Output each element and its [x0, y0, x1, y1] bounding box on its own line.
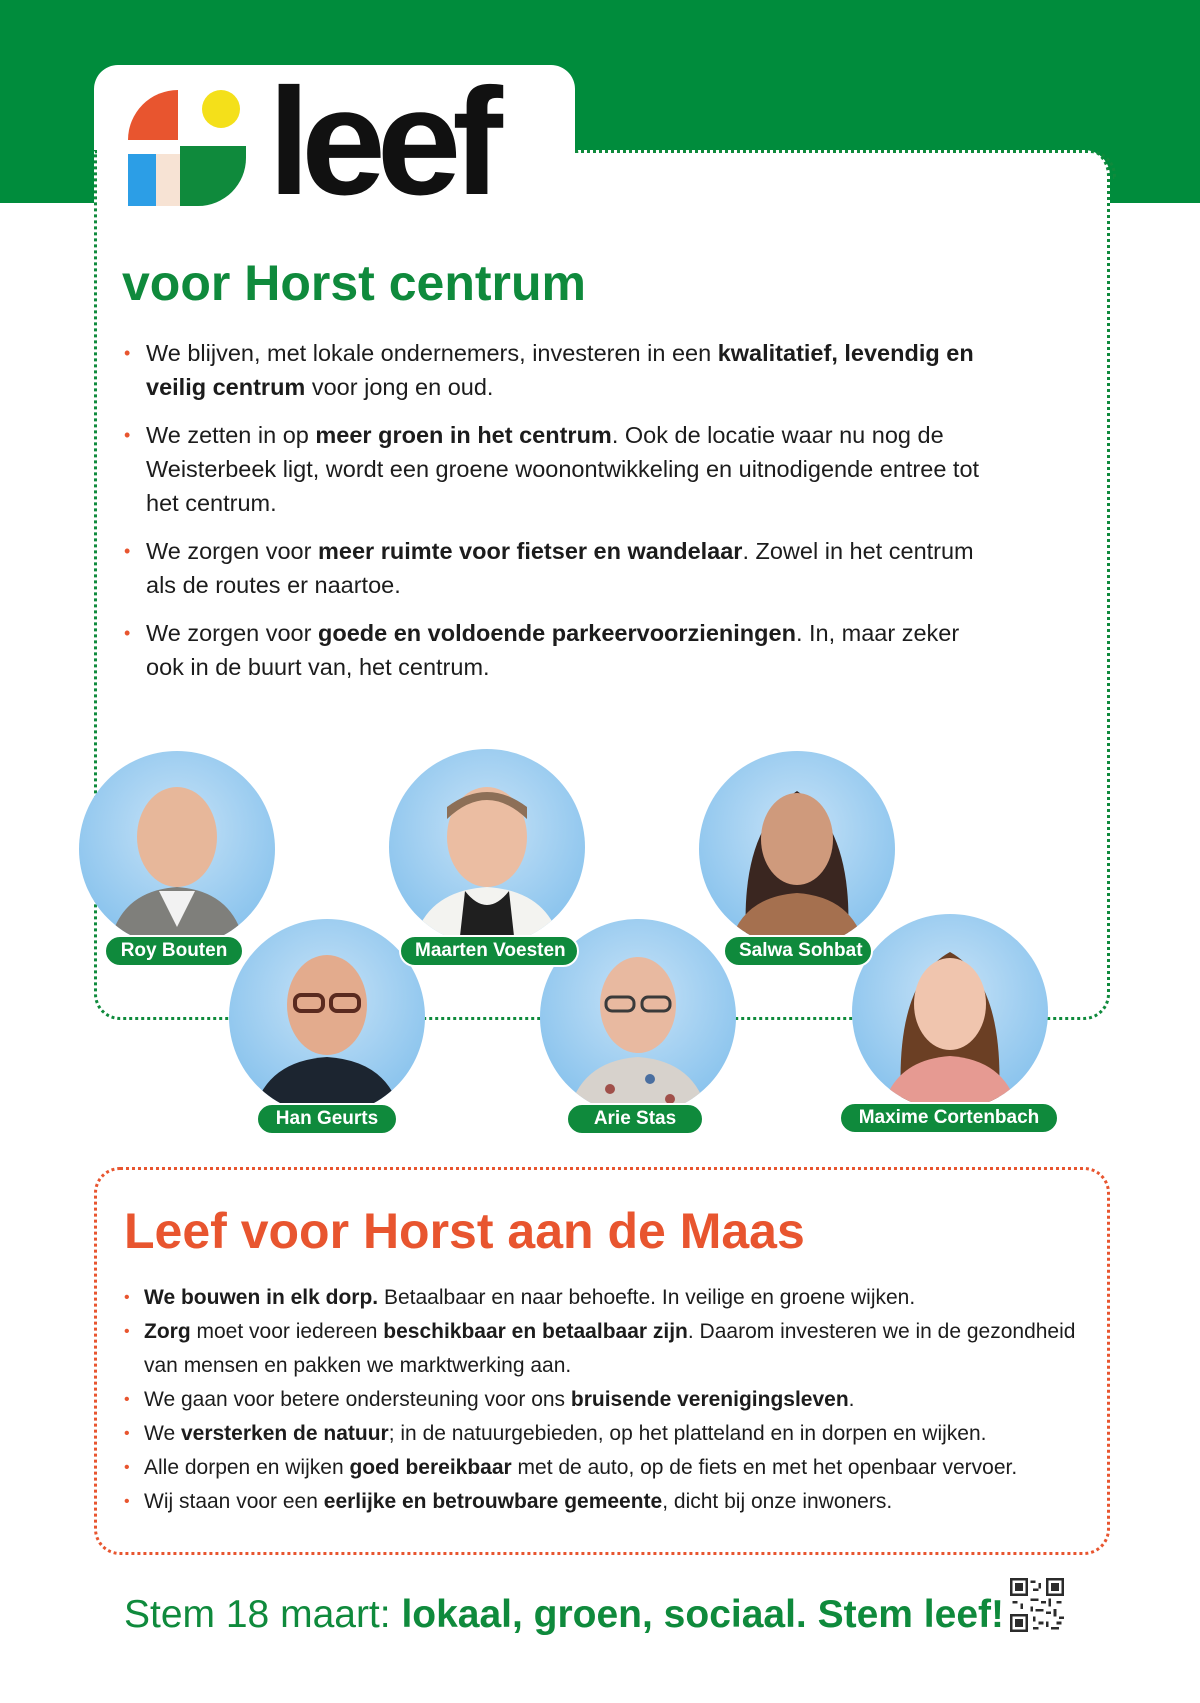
- bullet-item: • We bouwen in elk dorp. Betaalbaar en naar behoefte. In veilige en groene wijken.: [124, 1281, 1100, 1315]
- brand-wordmark: leef: [268, 57, 494, 227]
- bullet-item: • Wij staan voor een eerlijke en betrouwbare gemeente, dicht bij onze inwoners.: [124, 1485, 1100, 1519]
- bullet-item: • We zorgen voor goede en voldoende parkeervoorzieningen. In, maar zeker ook in de buurt van, het centrum.: [124, 616, 984, 684]
- leef-logo-icon: [128, 88, 246, 206]
- bullet-item: • We zetten in op meer groen in het centrum. Ook de locatie waar nu nog de Weisterbeek ligt, wordt een groene woonontwikkeling en uitnodigende entree tot het centrum.: [124, 418, 984, 520]
- candidate-photo: [852, 914, 1048, 1110]
- section-title: voor Horst centrum: [122, 255, 586, 311]
- candidate-name-pill: Roy Bouten: [104, 935, 244, 967]
- bullet-item: • We blijven, met lokale ondernemers, investeren in een kwalitatief, levendig en veilig centrum voor jong en oud.: [124, 336, 984, 404]
- centrum-bullet-list: [124, 336, 984, 698]
- municipality-title: Leef voor Horst aan de Maas: [124, 1203, 805, 1259]
- bullet-item: • We versterken de natuur; in de natuurgebieden, op het platteland en in dorpen en wijken.: [124, 1417, 1100, 1451]
- bullet-item: • We gaan voor betere ondersteuning voor ons bruisende verenigingsleven.: [124, 1383, 1100, 1417]
- bullet-item: • We zorgen voor meer ruimte voor fietser en wandelaar. Zowel in het centrum als de routes er naartoe.: [124, 534, 984, 602]
- bullet-item: • Zorg moet voor iedereen beschikbaar en betaalbaar zijn. Daarom investeren we in de gezondheid van mensen en pakken we marktwerking aan.: [124, 1315, 1100, 1383]
- candidate-name-pill: Arie Stas: [566, 1103, 704, 1135]
- candidate-name-pill: Han Geurts: [256, 1103, 398, 1135]
- bullet-item: • Alle dorpen en wijken goed bereikbaar met de auto, op de fiets en met het openbaar vervoer.: [124, 1451, 1100, 1485]
- candidate-name-pill: Maxime Cortenbach: [839, 1102, 1059, 1134]
- candidate-photo: [389, 749, 585, 945]
- qr-code-icon: [1010, 1578, 1064, 1632]
- candidate-photo: [699, 751, 895, 947]
- candidate-photo: [229, 919, 425, 1115]
- candidate-name-pill: Maarten Voesten: [399, 935, 579, 967]
- candidate-photo: [79, 751, 275, 947]
- candidate-name-pill: Salwa Sohbat: [723, 935, 873, 967]
- slogan: Stem 18 maart: lokaal, groen, sociaal. Stem leef!: [124, 1593, 1004, 1636]
- municipality-bullet-list: [124, 1281, 1100, 1519]
